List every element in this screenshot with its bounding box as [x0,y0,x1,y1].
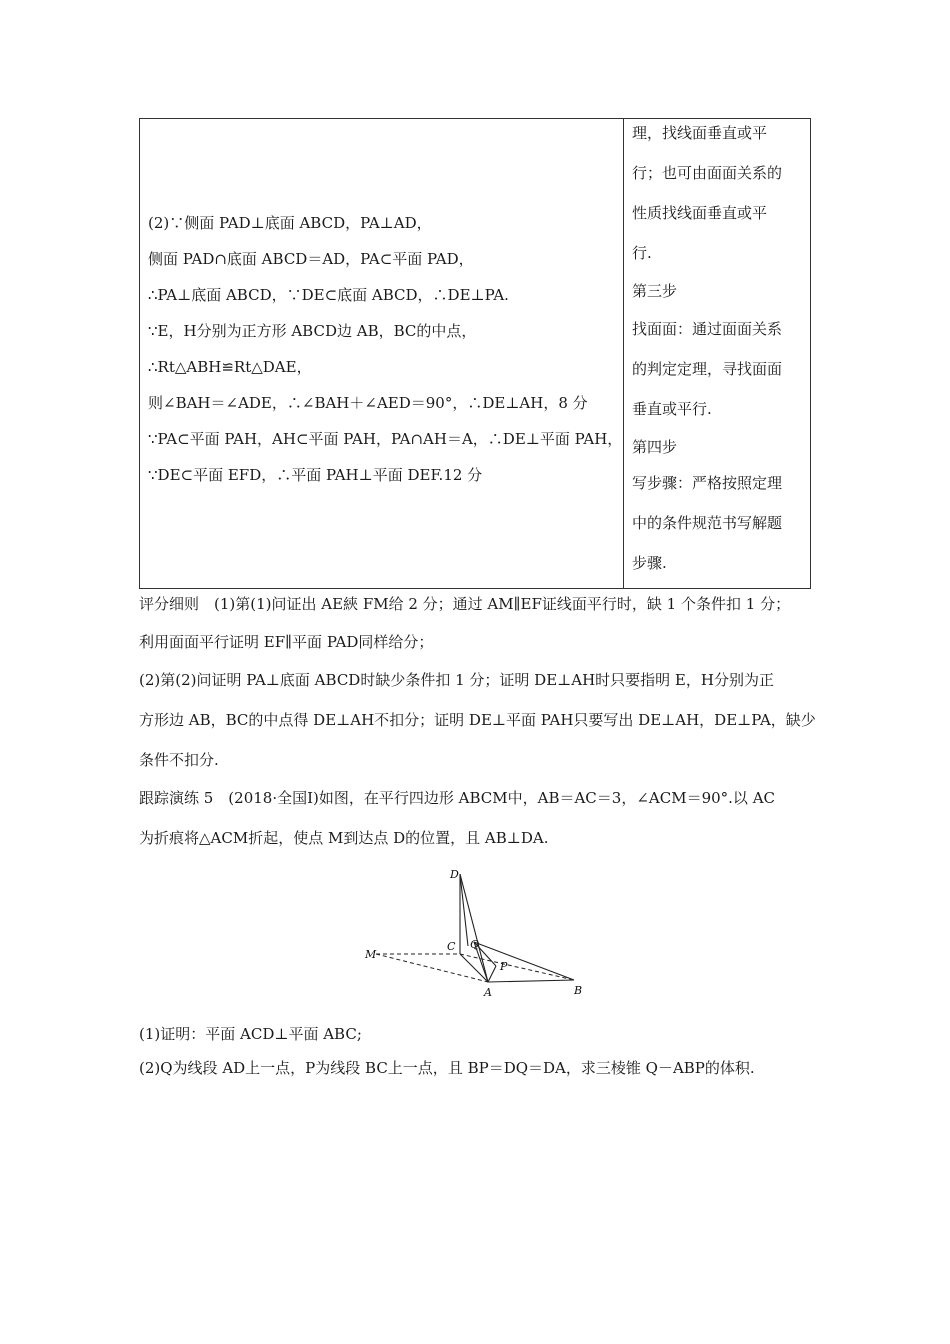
edge-da [460,874,488,982]
method-line: 理，找线面垂直或平 [632,124,768,142]
edge-dq [460,874,468,946]
folded-parallelogram-diagram [360,866,590,998]
edge-ca [460,954,488,982]
edge-ab [488,980,574,982]
point-label-d: D [450,868,459,881]
method-line: 性质找线面垂直或平 [632,204,768,222]
method-step-heading: 第四步 [632,438,678,456]
question-line: (2)Q为线段 AD上一点，P为线段 BC上一点，且 BP＝DQ＝DA，求三棱锥 Q－ABP的体积. [139,1059,755,1077]
edge-ma-hidden [376,954,488,982]
exercise-line: 为折痕将△ACM折起，使点 M到达点 D的位置，且 AB⊥DA. [139,829,549,847]
method-line: 行；也可由面面关系的 [632,164,783,182]
method-line: 找面面：通过面面关系 [632,320,783,338]
edge-pa [488,966,496,982]
method-line: 写步骤：严格按照定理 [632,474,783,492]
point-label-p: P [500,960,508,973]
method-line: 的判定定理，寻找面面 [632,360,783,378]
solution-line: ∴Rt△ABH≌Rt△DAE， [148,358,312,376]
point-label-q: Q [470,938,480,951]
method-step-heading: 第三步 [632,282,678,300]
point-label-m: M [365,948,377,961]
scoring-rules-line: 方形边 AB，BC的中点得 DE⊥AH不扣分；证明 DE⊥平面 PAH只要写出 DE⊥AH，DE⊥PA，缺少 [139,711,816,729]
exercise-line: 跟踪演练 5 (2018·全国Ⅰ)如图，在平行四边形 ABCM中，AB＝AC＝3，∠ACM＝90°.以 AC [139,789,776,807]
solution-line: 侧面 PAD∩底面 ABCD＝AD，PA⊂平面 PAD， [148,250,474,268]
solution-line: ∵E，H分别为正方形 ABCD边 AB，BC的中点， [148,322,477,340]
solution-line: ∴PA⊥底面 ABCD，∵DE⊂底面 ABCD，∴DE⊥PA. [148,286,509,304]
solution-line: (2)∵侧面 PAD⊥底面 ABCD，PA⊥AD， [148,214,432,232]
solution-table [139,118,811,589]
point-label-a: A [484,986,492,998]
solution-line: ∵DE⊂平面 EFD，∴平面 PAH⊥平面 DEF.12 分 [148,466,483,484]
method-line: 步骤. [632,554,667,572]
scoring-rules-line: (2)第(2)问证明 PA⊥底面 ABCD时缺少条件扣 1 分；证明 DE⊥AH时只要指明 E，H分别为正 [139,671,774,689]
scoring-rules-line: 评分细则 (1)第(1)问证出 AE綊 FM给 2 分；通过 AM∥EF证线面平行时，缺 1 个条件扣 1 分； [139,595,791,613]
geometry-figure [360,866,590,998]
point-label-c: C [447,940,456,953]
method-line: 行. [632,244,652,262]
question-line: (1)证明：平面 ACD⊥平面 ABC; [139,1025,362,1043]
solution-line: 则∠BAH＝∠ADE，∴∠BAH＋∠AED＝90°，∴DE⊥AH，8 分 [148,394,588,412]
method-line: 垂直或平行. [632,400,712,418]
scoring-rules-line: 利用面面平行证明 EF∥平面 PAD同样给分； [139,633,434,651]
scoring-rules-line: 条件不扣分. [139,751,219,769]
point-label-b: B [574,984,583,997]
table-divider [623,119,624,588]
method-line: 中的条件规范书写解题 [632,514,783,532]
solution-line: ∵PA⊂平面 PAH，AH⊂平面 PAH，PA∩AH＝A，∴DE⊥平面 PAH， [148,430,623,448]
